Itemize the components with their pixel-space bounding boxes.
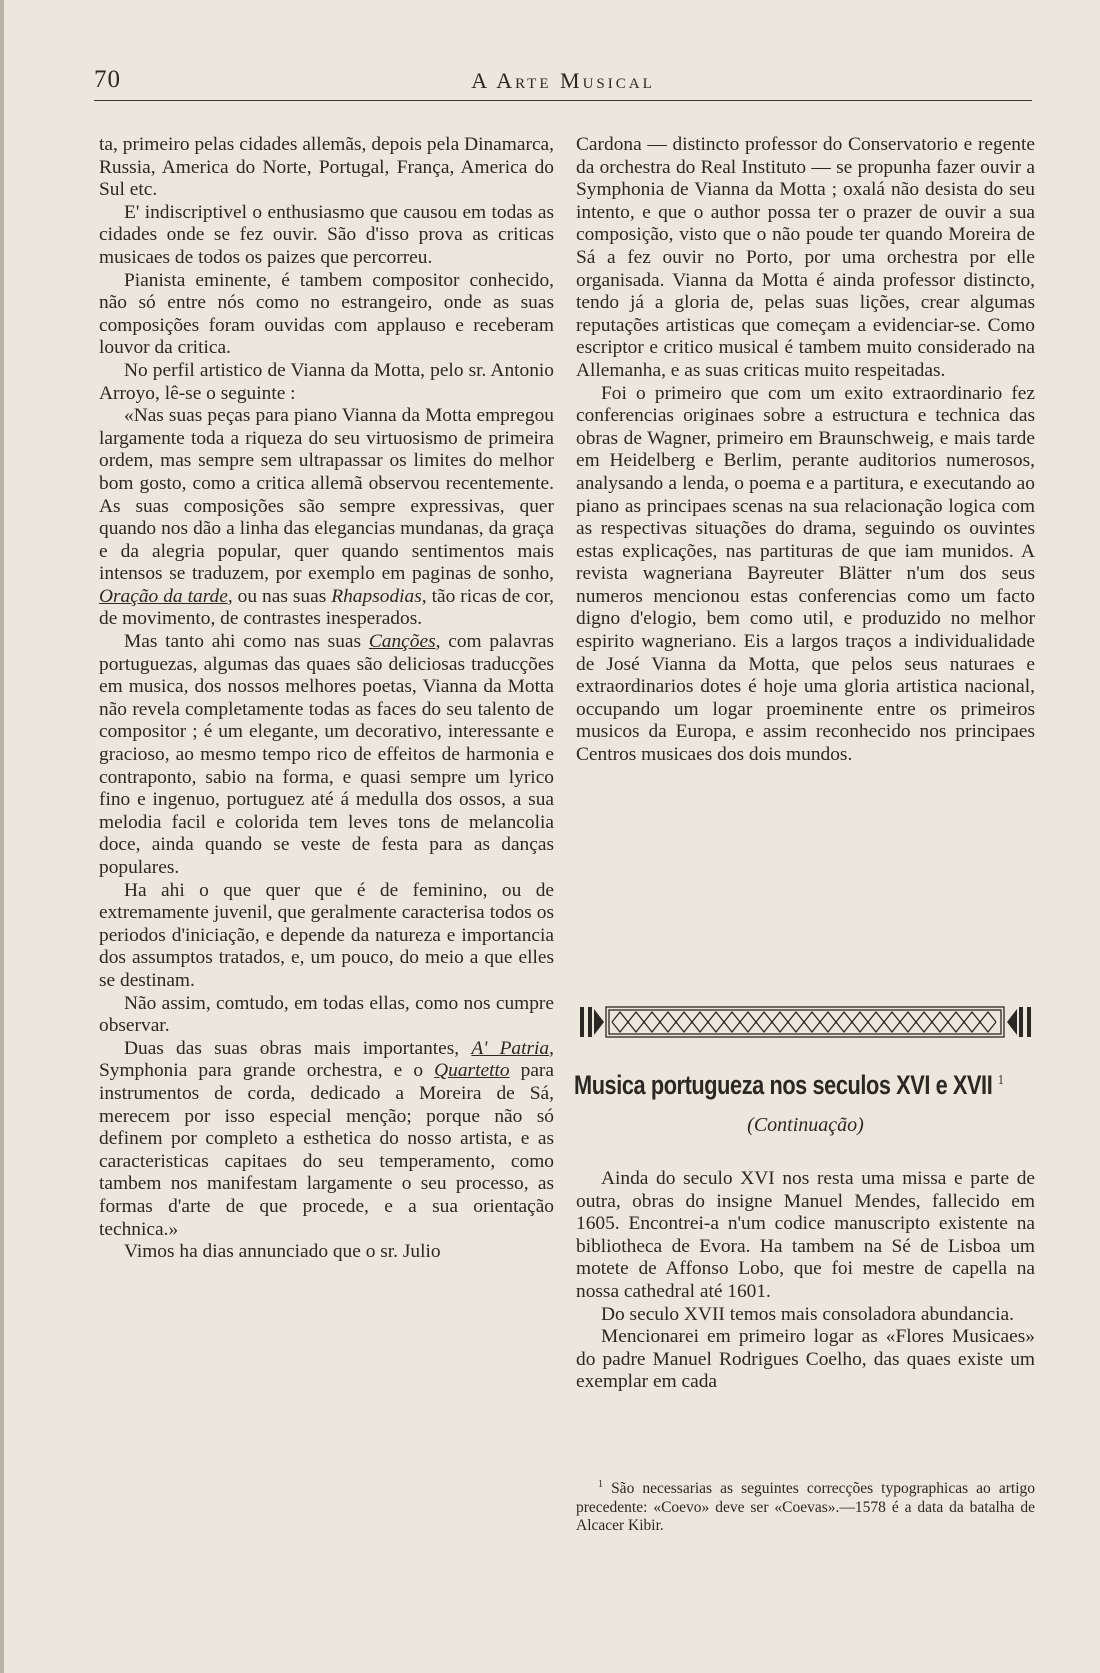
text-run: Mas tanto ahi como nas suas — [124, 631, 369, 653]
paragraph: Mencionarei em primeiro logar as «Flores Musicaes» do padre Manuel Rodrigues Coelho, das quaes existe um exemplar em cada — [576, 1326, 1035, 1393]
section-subtitle: (Continuação) — [747, 1114, 864, 1136]
work-title: Canções — [368, 631, 436, 653]
quote-paragraph — [99, 405, 554, 631]
footnote-text — [576, 1476, 1035, 1536]
work-title: Oração da tarde — [99, 585, 228, 607]
text-run: , tão ricas de cor, de movimento, de contrastes inesperados. — [99, 585, 554, 630]
text-run: «Nas suas peças para piano Vianna da Motta empregou largamente toda a riqueza do seu virtuosismo de primeira ordem, mas sempre sem ultrapassar os limites do melhor bom gosto, como a critica allemã observou recentemente. As suas composições são sempre expressivas, quer quando nos dão a linha das elegancias mundanas, da graça e da alegria popular, quer quando sentimentos mais intensos se traduzem, por exemplo em paginas de sonho, — [99, 405, 554, 585]
paragraph: Pianista eminente, é tambem compositor conhecido, não só entre nós como no estrangeiro, onde as suas composições foram ouvidas com applauso e receberam louvor da critica. — [99, 269, 554, 359]
text-run: para instrumentos de corda, dedicado a Moreira de Sá, merecem por isso especial menção; porque não só definem por completo a esthetica do nosso artista, e as caracteristicas capitaes do seu temperamento, como tambem nos manifestam largamente o seu processo, as formas d'arte de que procede, e a sua orientação technica.» — [99, 1060, 554, 1240]
paragraph — [99, 631, 554, 880]
page-number: 70 — [94, 66, 121, 93]
footnote-marker: 1 — [598, 1479, 603, 1490]
page-header — [94, 66, 1032, 101]
right-column — [576, 134, 1035, 767]
paragraph: Vimos ha dias annunciado que o sr. Julio — [124, 1241, 441, 1263]
running-title: A Arte Musical — [471, 68, 655, 93]
section-body — [576, 1168, 1035, 1394]
text-run: , Symphonia para grande orchestra, e o — [99, 1037, 554, 1082]
paragraph: No perfil artistico de Vianna da Motta, pelo sr. Antonio Arroyo, lê-se o seguinte : — [99, 359, 554, 404]
text-run: , ou nas suas — [227, 585, 332, 607]
footnote-body: São necessarias as seguintes correcções typographicas ao artigo precedente: «Coevo» deve ser «Coevas».—1578 é a data da batalha de Alcacer Kibir. — [576, 1480, 1036, 1535]
page-edge — [0, 0, 4, 1673]
footnote — [576, 1476, 1035, 1536]
paragraph: Ha ahi o que quer que é de feminino, ou de extremamente juvenil, que geralmente caracterisa todos os periodos d'iniciação, e depende da natureza e importancia dos assumptos tratados, e, um pouco, do meio a que elles se destinam. — [99, 879, 554, 991]
left-column — [99, 134, 554, 1264]
ornamental-divider — [576, 1005, 1035, 1039]
section-title-text: Musica portugueza nos seculos XVI e XVII — [574, 1069, 993, 1100]
footnote-reference: 1 — [997, 1073, 1004, 1088]
work-title: Quartetto — [434, 1060, 510, 1082]
paragraph: Cardona — distincto professor do Conservatorio e regente da orchestra do Real Instituto — se propunha fazer ouvir a Symphonia de Vianna da Motta ; oxalá não desista do seu intento, e que o author possa ter o prazer de ouvir a sua composição, visto que o não poude ter quando Moreira de Sá a fez ouvir no Porto, por uma orchestra por elle organisada. Vianna da Motta é ainda professor distincto, tendo já a gloria de, pelas suas lições, crear algumas reputações artisticas que começam a evidenciar-se. Como escriptor e critico musical é tambem muito considerado na Allemanha, e as suas criticas muito respeitadas. — [576, 134, 1035, 381]
work-title: A' Patria — [471, 1037, 550, 1059]
paragraph: Foi o primeiro que com um exito extraordinario fez conferencias originaes sobre a estructura e technica das obras de Wagner, primeiro em Braunschweig, e mais tarde em Heidelberg e Berlim, perante auditorios numerosos, analysando a lenda, o poema e a partitura, e executando ao piano as principaes scenas na sua relacionação logica com as respectivas situações do drama, seguindo os ouvintes estas explicações, nas partituras de que iam munidos. A revista wagneriana Bayreuter Blätter n'um dos seus numeros mencionou estas conferencias como um facto digno d'elogio, bem como util, e produzido no melhor espirito wagneriano. Eis a largos traços a individualidade de José Vianna da Motta, que pelos seus naturaes e extraordinarios dotes é hoje uma gloria artistica nacional, occupando um logar proeminente entre os primeiros musicos da Europa, e assim reconhecido nos principaes Centros musicaes dos dois mundos. — [576, 382, 1035, 766]
paragraph: ta, primeiro pelas cidades allemãs, depois pela Dinamarca, Russia, America do Norte, Portugal, França, America do Sul etc. — [99, 134, 554, 201]
paragraph — [99, 1038, 554, 1241]
work-title: Rhapsodias — [331, 585, 422, 607]
paragraph: Não assim, comtudo, em todas ellas, como nos cumpre observar. — [99, 992, 554, 1037]
text-run: Duas das suas obras mais importantes, — [124, 1037, 472, 1059]
text-run: , com palavras portuguezas, algumas das quaes são deliciosas traducções em musica, dos nossos melhores poetas, Vianna da Motta não revela completamente todas as faces do seu talento de compositor ; é um elegante, um decorativo, interessante e gracioso, ao mesmo tempo rico de effeitos de harmonia e contraponto, sabio na forma, e quasi sempre um lyrico fino e ingenuo, portuguez até á medulla dos ossos, a sua melodia facil e colorida tem leves tons de melancolia doce, ainda quando se veste de festa para as danças populares. — [99, 631, 555, 878]
section-title — [574, 1066, 1004, 1100]
paragraph: Ainda do seculo XVI nos resta uma missa e parte de outra, obras do insigne Manuel Mendes, fallecido em 1605. Encontrei-a n'um codice manuscripto existente na bibliotheca de Evora. Ha tambem na Sé de Lisboa um motete de Affonso Lobo, que foi mestre de capella na nossa cathedral até 1601. — [576, 1168, 1035, 1302]
paragraph: E' indiscriptivel o enthusiasmo que causou em todas as cidades onde se fez ouvir. São d'isso prova as criticas musicaes de todos os paizes que percorreu. — [99, 201, 554, 268]
paragraph: Do seculo XVII temos mais consoladora abundancia. — [601, 1303, 1015, 1325]
